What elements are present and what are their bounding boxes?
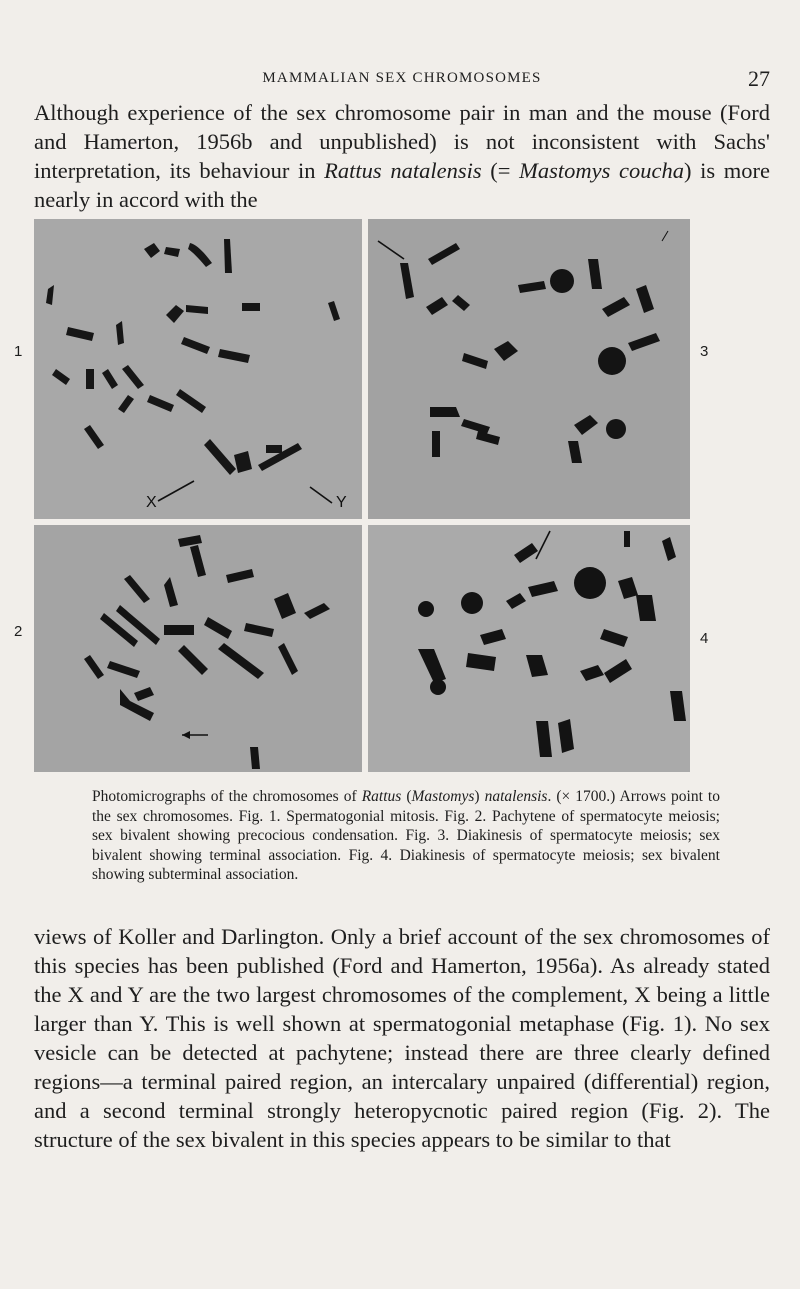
photomicrograph-figure (34, 219, 690, 772)
panel-3-photomicrograph (368, 219, 690, 519)
figure-gutter-vertical (362, 219, 368, 772)
figure-number-3: 3 (700, 343, 709, 360)
body-paragraph-top: Although experience of the sex chromosome pair in man and the mouse (Ford and Hamerton, 1956b and unpublished) is not inconsistent with Sachs' interpretation, its behaviour in Rattus natalensis (= Mastomys coucha) is more nearly in accord with the (34, 100, 771, 212)
page-header (34, 66, 770, 94)
figure-number-1: 1 (14, 343, 23, 360)
x-chromosome-label: X (146, 494, 157, 511)
page-number: 27 (748, 66, 770, 91)
panel-4-photomicrograph (368, 525, 690, 772)
running-title: MAMMALIAN SEX CHROMOSOMES (262, 70, 542, 86)
figure-caption: Photomicrographs of the chromosomes of Rattus (Mastomys) natalensis. (× 1700.) Arrows point to the sex chromosomes. Fig. 1. Spermatogonial mitosis. Fig. 2. Pachytene of spermatocyte meiosis; sex bivalent showing precocious condensation. Fig. 3. Diakinesis of spermatocyte meiosis; sex bivalent showing terminal association. Fig. 4. Diakinesis of spermatocyte meiosis; sex bivalent showing subterminal association. (92, 788, 720, 883)
body-paragraph-bottom: views of Koller and Darlington. Only a brief account of the sex chromosomes of this species has been published (Ford and Hamerton, 1956a). As already stated the X and Y are the two largest chromosomes of the complement, X being a little larger than Y. This is well shown at spermatogonial metaphase (Fig. 1). No sex vesicle can be detected at pachytene; instead there are three clearly defined regions—a terminal paired region, an intercalary unpaired (differential) region, and a second terminal strongly heteropycnotic paired region (Fig. 2). The structure of the sex bivalent in this species appears to be similar to that (34, 924, 770, 1152)
figure-number-2: 2 (14, 623, 23, 640)
panel-2-photomicrograph (34, 525, 362, 772)
figure-gutter-horizontal (34, 519, 690, 525)
figure-number-4: 4 (700, 630, 709, 647)
panel-1-photomicrograph (34, 219, 362, 519)
y-chromosome-label: Y (336, 494, 347, 511)
